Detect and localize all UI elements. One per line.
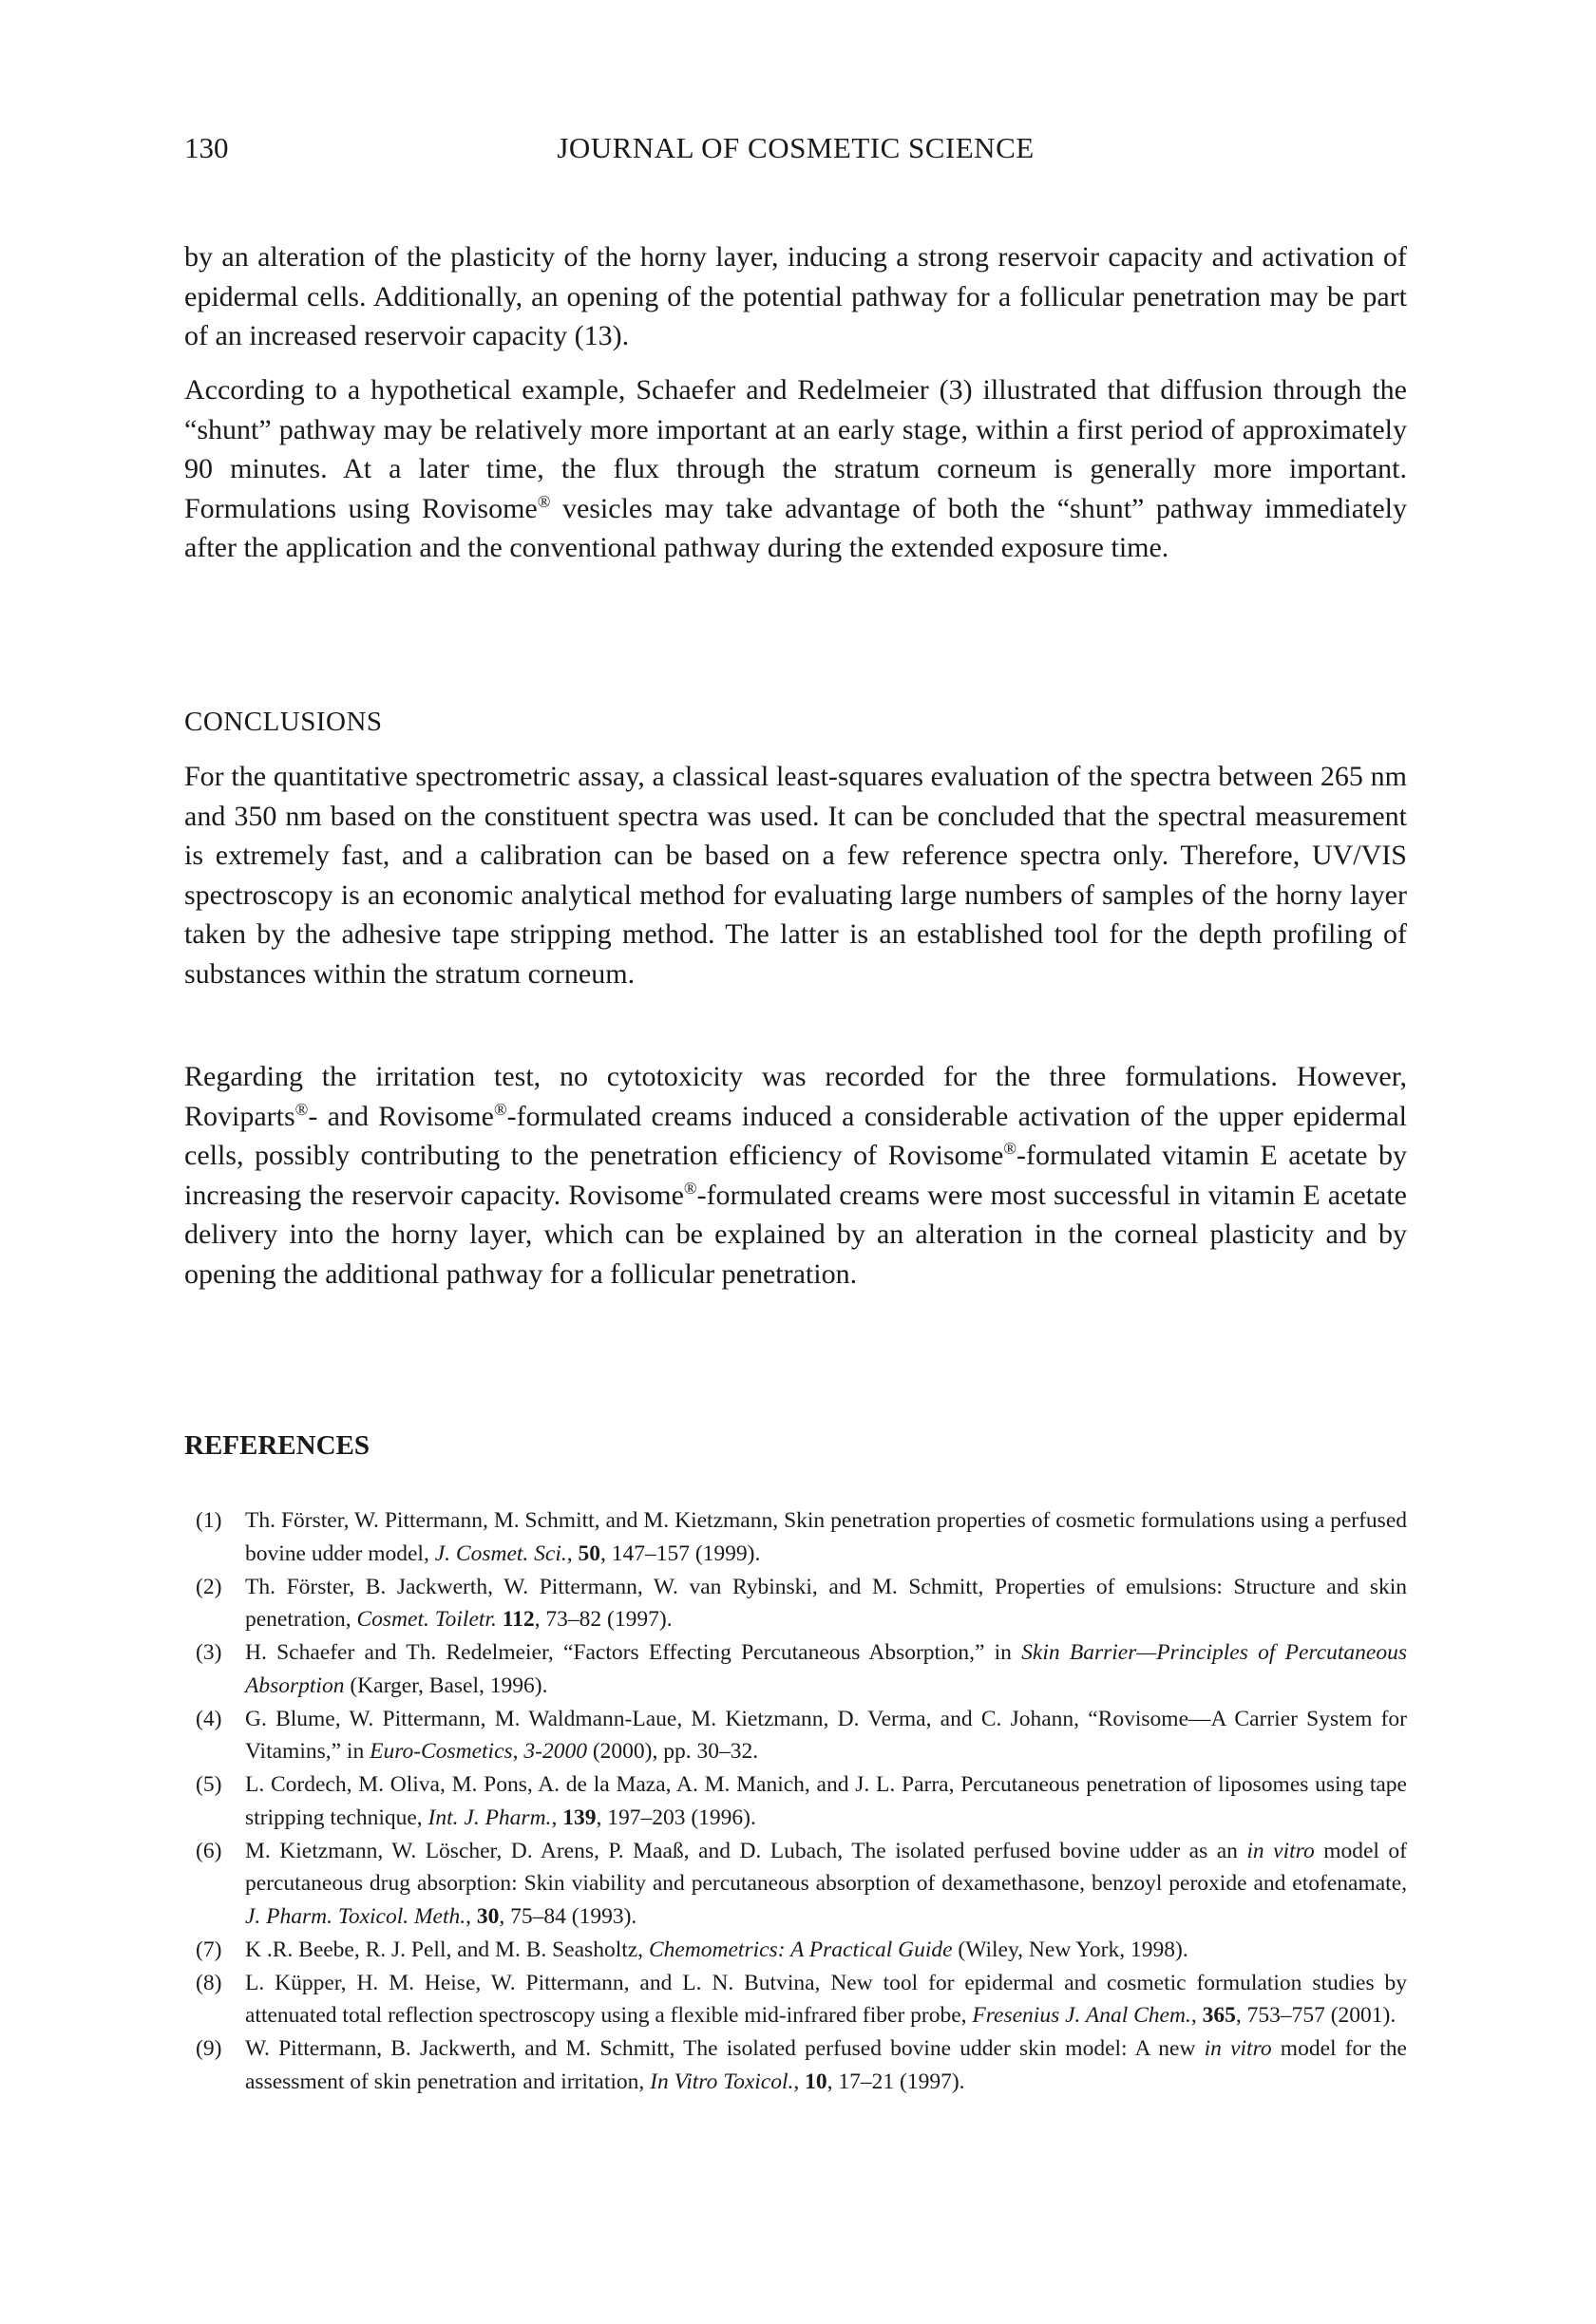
reference-text: L. Cordech, M. Oliva, M. Pons, A. de la Maza, A. M. Manich, and J. L. Parra, Percutaneous penetration of liposomes using tape stripping technique,: [245, 1772, 1407, 1830]
reference-item: [184, 1571, 1407, 1636]
reference-text: ,: [566, 1540, 579, 1566]
reference-italic-text: Int. J. Pharm.: [428, 1804, 552, 1830]
reference-item: [184, 1703, 1407, 1768]
reference-italic-text: Euro-Cosmetics, 3-2000: [370, 1739, 587, 1764]
reference-text: , 147–157 (1999).: [599, 1540, 761, 1566]
reference-text: , 17–21 (1997).: [826, 2069, 965, 2094]
reference-volume: 365: [1202, 2003, 1236, 2028]
reference-text: H. Schaefer and Th. Redelmeier, “Factors Effecting Percutaneous Absorption,” in: [245, 1640, 1022, 1665]
reference-text: , 753–757 (2001).: [1235, 2003, 1396, 2028]
reference-italic-text: in vitro: [1204, 2036, 1272, 2061]
reference-number: (2): [196, 1574, 222, 1599]
reference-number: (5): [196, 1772, 222, 1797]
reference-italic-text: Fresenius J. Anal Chem.: [972, 2003, 1191, 2028]
reference-number: (1): [196, 1508, 222, 1533]
reference-text: ,: [793, 2069, 806, 2094]
reference-text: Th. Förster, W. Pittermann, M. Schmitt, and M. Kietzmann, Skin penetration properties of cosmetic formulations using a perfused bovine udder model,: [245, 1508, 1407, 1566]
reference-text: L. Küpper, H. M. Heise, W. Pittermann, and L. N. Butvina, New tool for epidermal and cosmetic formulation studies by attenuated total reflection spectroscopy using a flexible mid-infrared fiber probe,: [245, 1970, 1407, 2028]
page-number: 130: [184, 131, 229, 164]
reference-text: (2000), pp. 30–32.: [586, 1739, 759, 1764]
reference-italic-text: Skin Barrier—Principles of Percutaneous Absorption: [245, 1640, 1407, 1698]
reference-text: K .R. Beebe, R. J. Pell, and M. B. Seasholtz,: [245, 1937, 649, 1962]
paragraph: According to a hypothetical example, Schaefer and Redelmeier (3) illustrated that diffusion through the “shunt” pathway may be relatively more important at an early stage, within a first period of approximately 90 minutes. At a later time, the flux through the stratum corneum is generally more important. Formulations using Rovisome® vesicles may take advantage of both the “shunt” pathway immediately after the application and the conventional pathway during the extended exposure time.: [184, 374, 1407, 563]
reference-item: [184, 1967, 1407, 2032]
reference-number: (8): [196, 1970, 222, 1995]
page-header: [184, 131, 1407, 169]
reference-item: [184, 1636, 1407, 1702]
reference-text: model of percutaneous drug absorption: Skin viability and percutaneous absorption of dexamethasone, benzoyl peroxide and etofenamate,: [245, 1838, 1407, 1896]
reference-italic-text: J. Cosmet. Sci.: [434, 1540, 567, 1566]
reference-number: (3): [196, 1640, 222, 1665]
reference-number: (4): [196, 1706, 222, 1731]
reference-item: [184, 1504, 1407, 1570]
reference-italic-text: Chemometrics: A Practical Guide: [648, 1937, 953, 1962]
reference-text: , 75–84 (1993).: [499, 1903, 637, 1929]
paragraph: For the quantitative spectrometric assay, a classical least-squares evaluation of the spectra between 265 nm and 350 nm based on the constituent spectra was used. It can be concluded that the spectral measurement is extremely fast, and a calibration can be based on a few reference spectra only. Therefore, UV/VIS spectroscopy is an economic analytical method for evaluating large numbers of samples of the horny layer taken by the adhesive tape stripping method. The latter is an established tool for the depth profiling of substances within the stratum corneum.: [184, 761, 1407, 990]
reference-item: [184, 1835, 1407, 1934]
reference-item: [184, 1768, 1407, 1834]
reference-volume: 112: [502, 1607, 535, 1632]
section-heading-conclusions: CONCLUSIONS: [184, 707, 383, 737]
reference-text: , 73–82 (1997).: [534, 1607, 673, 1632]
reference-text: , 197–203 (1996).: [596, 1804, 756, 1830]
reference-italic-text: in vitro: [1246, 1838, 1315, 1863]
paragraph: Regarding the irritation test, no cytotoxicity was recorded for the three formulations. However, Roviparts®- and Rovisome®-formulated creams induced a considerable activation of the upper epidermal cells, possibly contributing to the penetration efficiency of Rovisome®-formulated vitamin E acetate by increasing the reservoir capacity. Rovisome®-formulated creams were most successful in vitamin E acetate delivery into the horny layer, which can be explained by an alteration in the corneal plasticity and by opening the additional pathway for a follicular penetration.: [184, 1061, 1407, 1290]
reference-text: Th. Förster, B. Jackwerth, W. Pittermann, W. van Rybinski, and M. Schmitt, Properties of emulsions: Structure and skin penetration,: [245, 1574, 1407, 1632]
reference-text: ,: [466, 1903, 477, 1929]
reference-volume: 50: [578, 1540, 600, 1566]
reference-number: (7): [196, 1937, 222, 1962]
paragraph: by an alteration of the plasticity of the horny layer, inducing a strong reservoir capacity and activation of epidermal cells. Additionally, an opening of the potential pathway for a follicular penetration may be part of an increased reservoir capacity (13).: [184, 241, 1407, 351]
reference-text: (Karger, Basel, 1996).: [344, 1672, 548, 1698]
reference-volume: 10: [805, 2069, 827, 2094]
reference-number: (6): [196, 1838, 222, 1863]
reference-number: (9): [196, 2036, 222, 2061]
reference-item: [184, 2032, 1407, 2098]
reference-text: M. Kietzmann, W. Löscher, D. Arens, P. Maaß, and D. Lubach, The isolated perfused bovine udder as an: [245, 1838, 1247, 1863]
reference-italic-text: J. Pharm. Toxicol. Meth.: [245, 1903, 466, 1929]
journal-title: JOURNAL OF COSMETIC SCIENCE: [557, 131, 1035, 164]
reference-italic-text: In Vitro Toxicol.: [650, 2069, 794, 2094]
reference-italic-text: Cosmet. Toiletr.: [356, 1607, 497, 1632]
reference-volume: 139: [562, 1804, 597, 1830]
reference-volume: 30: [476, 1903, 500, 1929]
reference-item: [184, 1934, 1407, 1967]
reference-text: model for the assessment of skin penetration and irritation,: [245, 2036, 1407, 2094]
reference-list: [184, 1504, 1407, 2099]
reference-text: ,: [1190, 2003, 1203, 2028]
reference-text: (Wiley, New York, 1998).: [952, 1937, 1188, 1962]
section-heading-references: REFERENCES: [184, 1430, 370, 1461]
reference-text: ,: [551, 1804, 563, 1830]
reference-text: G. Blume, W. Pittermann, M. Waldmann-Laue, M. Kietzmann, D. Verma, and C. Johann, “Rovisome—A Carrier System for Vitamins,” in: [245, 1706, 1407, 1764]
reference-text: W. Pittermann, B. Jackwerth, and M. Schmitt, The isolated perfused bovine udder skin model: A new: [245, 2036, 1205, 2061]
